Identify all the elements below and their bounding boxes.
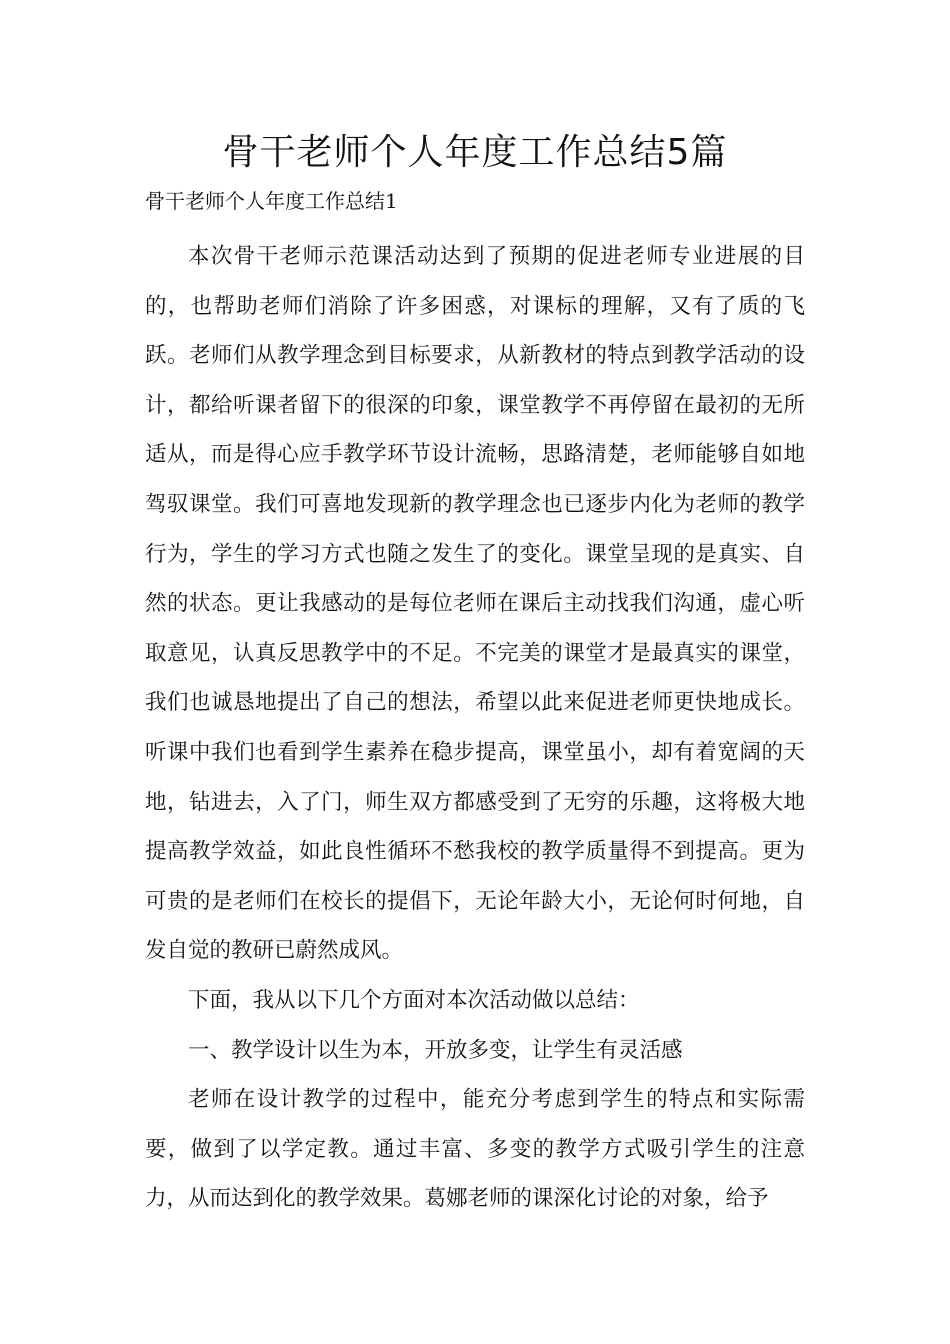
section-heading: 骨干老师个人年度工作总结1 [145, 189, 398, 213]
body-paragraph-3: 一、教学设计以生为本，开放多变，让学生有灵活感 [188, 1037, 683, 1063]
document-title: 骨干老师个人年度工作总结5篇 [222, 132, 728, 173]
document-body [145, 232, 805, 1224]
body-paragraph-2: 下面，我从以下几个方面对本次活动做以总结： [188, 987, 640, 1013]
body-paragraph-4: 老师在设计教学的过程中，能充分考虑到学生的特点和实际需要，做到了以学定教。通过丰富、多变的教学方式吸引学生的注意力，从而达到化的教学效果。葛娜老师的课深化讨论的对象，给予 [145, 1087, 805, 1212]
body-paragraph-1: 本次骨干老师示范课活动达到了预期的促进老师专业进展的目的，也帮助老师们消除了许多困惑，对课标的理解，又有了质的飞跃。老师们从教学理念到目标要求，从新教材的特点到教学活动的设计，都给听课者留下的很深的印象，课堂教学不再停留在最初的无所适从，而是得心应手教学环节设计流畅，思路清楚，老师能够自如地驾驭课堂。我们可喜地发现新的教学理念也已逐步内化为老师的教学行为，学生的学习方式也随之发生了的变化。课堂呈现的是真实、自然的状态。更让我感动的是每位老师在课后主动找我们沟通，虚心听取意见，认真反思教学中的不足。不完美的课堂才是最真实的课堂，我们也诚恳地提出了自己的想法，希望以此来促进老师更快地成长。听课中我们也看到学生素养在稳步提高，课堂虽小，却有着宽阔的天地，钻进去，入了门，师生双方都感受到了无穷的乐趣，这将极大地提高教学效益，如此良性循环不愁我校的教学质量得不到提高。更为可贵的是老师们在校长的提倡下，无论年龄大小，无论何时何地，自发自觉的教研已蔚然成风。 [145, 244, 805, 964]
